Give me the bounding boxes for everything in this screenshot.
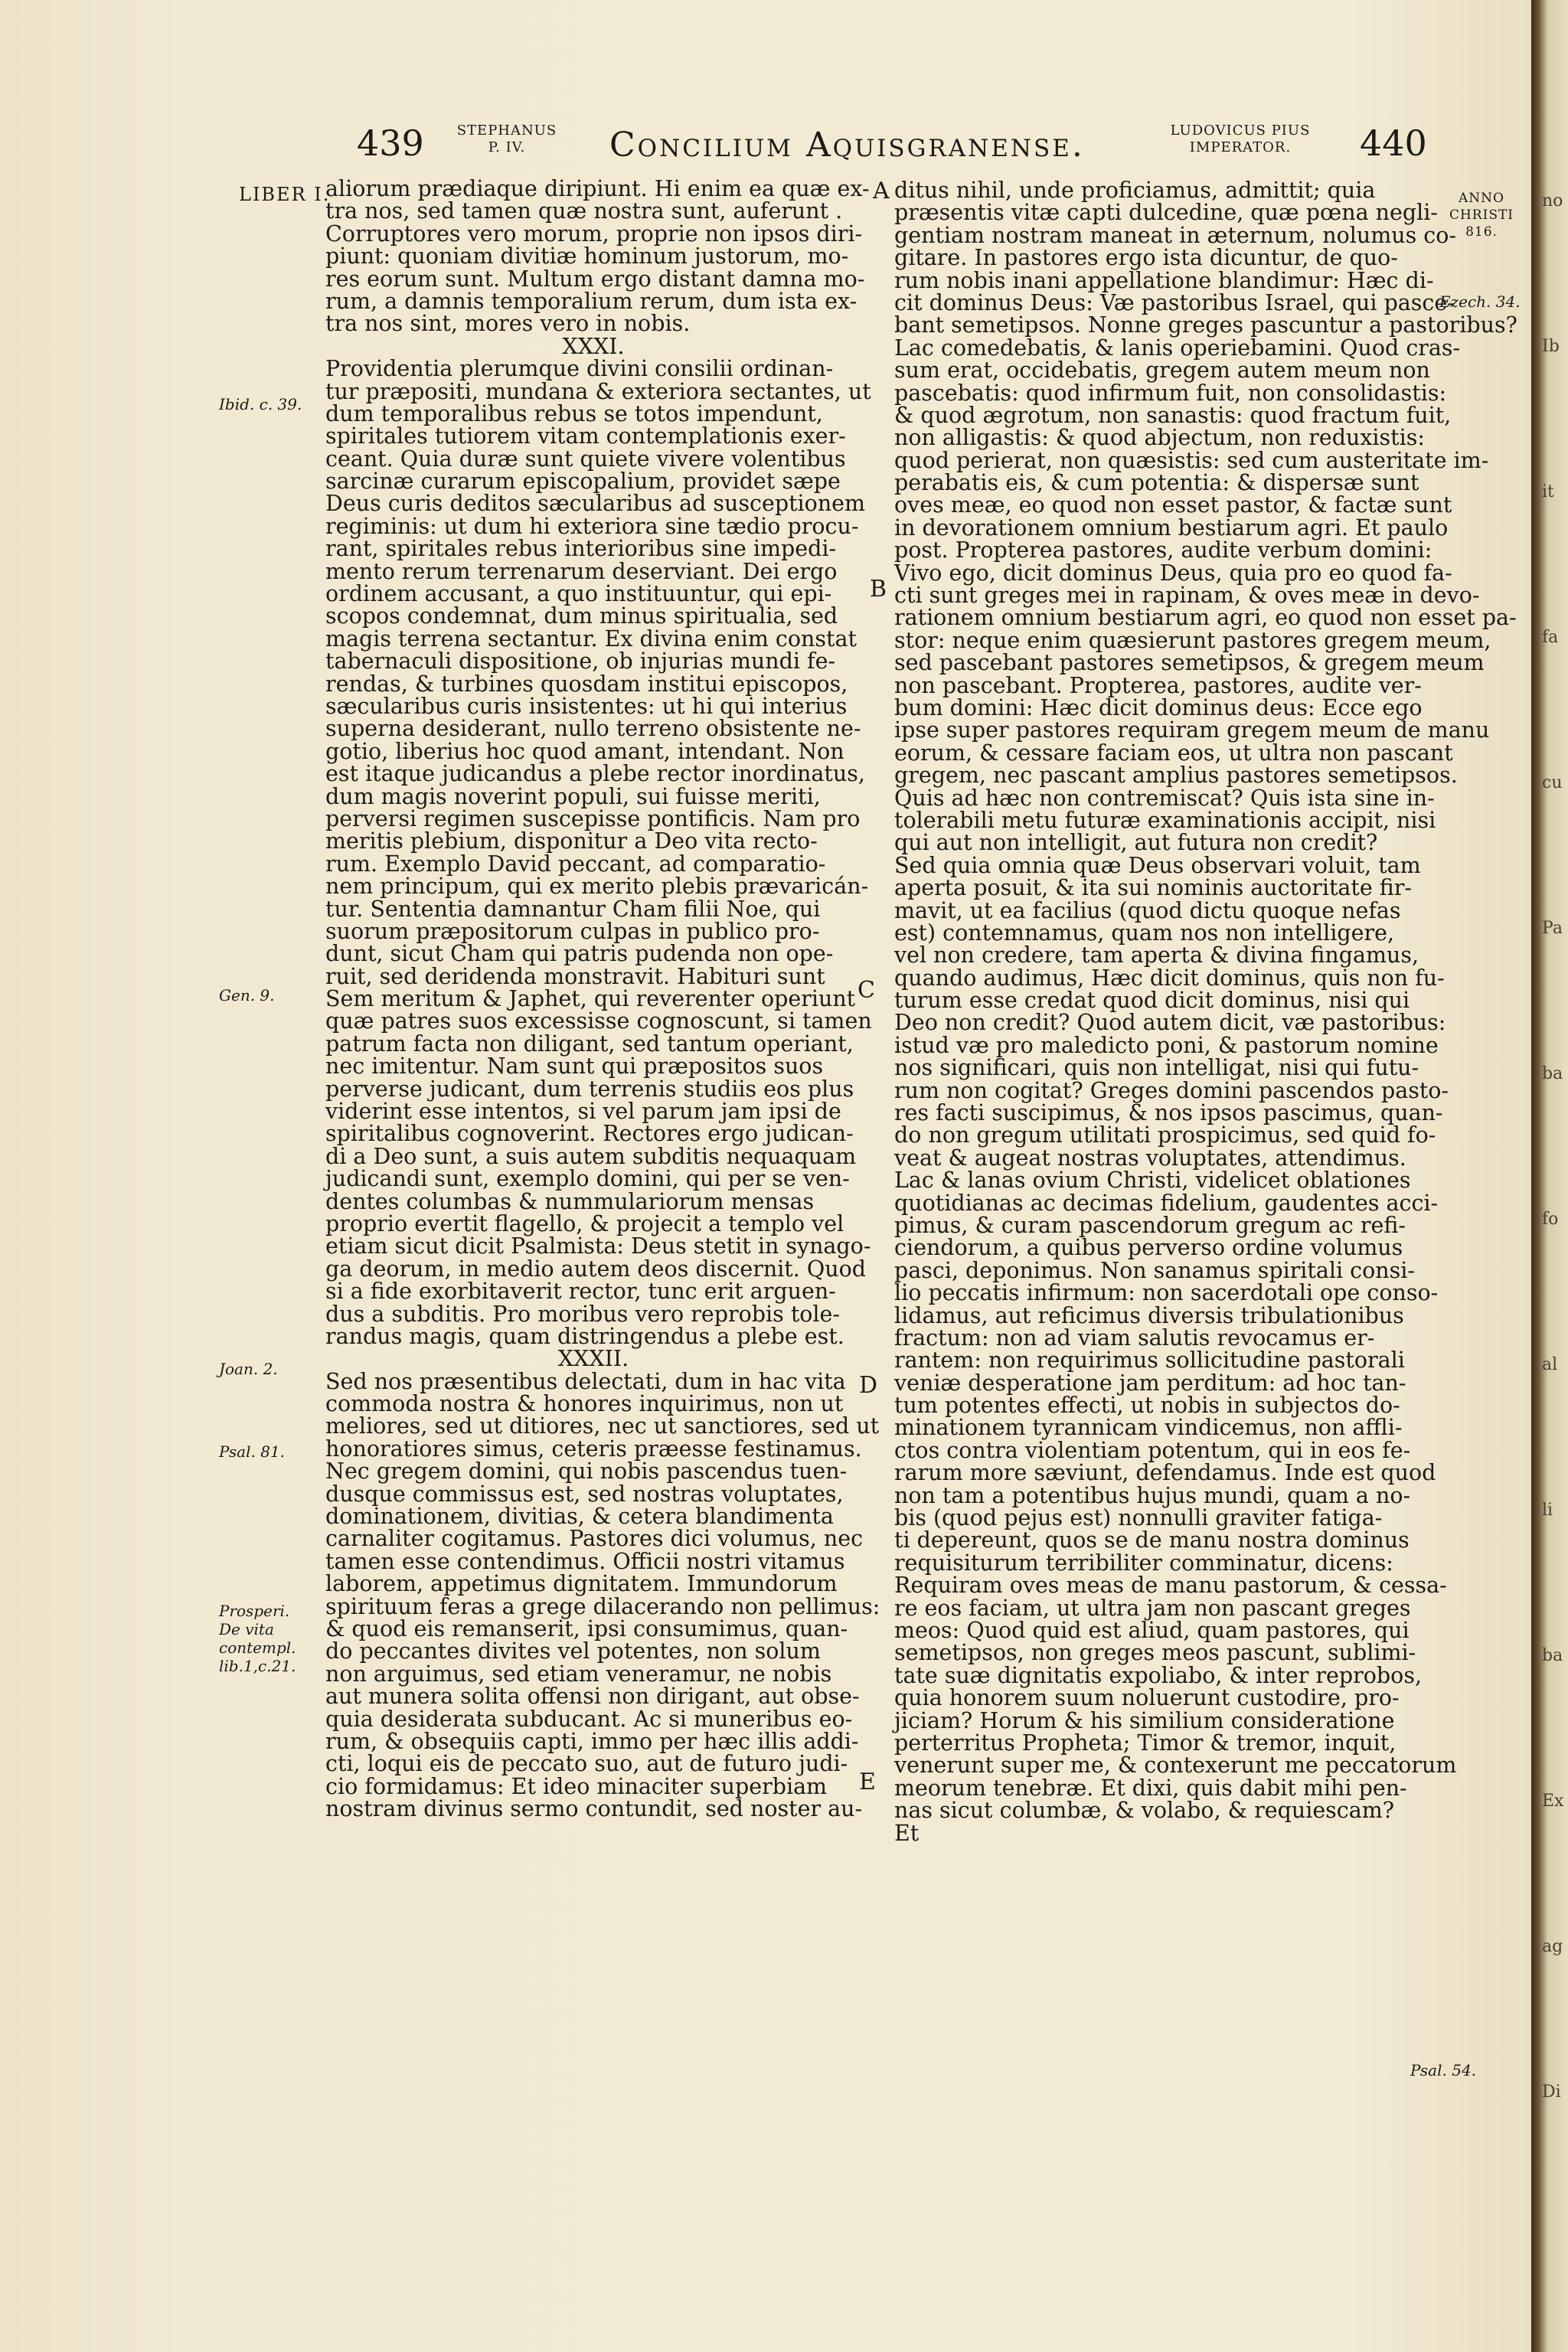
text-line: nem principum, qui ex merito plebis prævaricán- xyxy=(325,874,869,900)
text-line: dusque commissus est, sed nostras voluptates, xyxy=(325,1481,844,1507)
gutter-fragment: ba xyxy=(1542,1064,1563,1083)
text-line: mavit, ut ea facilius (quod dictu quoque nefas xyxy=(894,897,1401,923)
text-line: ceant. Quia duræ sunt quiete vivere volentibus xyxy=(325,446,846,472)
page-title: Concilium Aquisgranense. xyxy=(609,126,1085,165)
text-line: turum esse credat quod dicit dominus, nisi qui xyxy=(894,988,1410,1014)
text-line: & quod ægrotum, non sanastis: quod fractum fuit, xyxy=(894,402,1452,428)
text-line: regiminis: ut dum hi exteriora sine tædio procu- xyxy=(325,513,859,539)
text-line: ordinem accusant, a quo instituuntur, qui epi- xyxy=(325,581,832,607)
text-line: meorum tenebræ. Et dixi, quis dabit mihi pen- xyxy=(894,1775,1407,1801)
text-line: venerunt super me, & contexerunt me peccatorum xyxy=(894,1753,1457,1779)
text-line: ti depereunt, quos se de manu nostra dominus xyxy=(894,1527,1410,1553)
text-line: etiam sicut dicit Psalmista: Deus stetit in synago- xyxy=(325,1233,871,1259)
text-line: quod perierat, non quæsistis: sed cum austeritate im- xyxy=(894,447,1489,473)
text-line: perterritus Propheta; Timor & tremor, inquit, xyxy=(894,1730,1396,1756)
text-line: quia honorem suum noluerunt custodire, pro- xyxy=(894,1685,1400,1711)
text-line: spirituum feras a grege dilacerando non pellimus: xyxy=(325,1593,880,1619)
text-line: jiciam? Horum & his similium consideratione xyxy=(894,1707,1395,1733)
text-line: Vivo ego, dicit dominus Deus, quia pro eo quod fa- xyxy=(894,560,1452,586)
text-line: rarum more sæviunt, defendamus. Inde est quod xyxy=(894,1460,1436,1486)
text-line: nos significari, quis non intelligat, nisi qui futu- xyxy=(894,1055,1419,1081)
gutter-fragment: ag xyxy=(1542,1937,1563,1956)
text-line: spiritales tutiorem vitam contemplationis exer- xyxy=(325,423,846,449)
text-line: perabatis eis, & cum potentia: & dispersæ sunt xyxy=(894,470,1419,496)
margin-ref: Psal. 81. xyxy=(219,1442,286,1461)
text-line: vel non credere, tam aperta & divina fingamus, xyxy=(894,942,1419,969)
text-line: est) contemnamus, quam nos non intelligere, xyxy=(894,920,1395,946)
text-line: di a Deo sunt, a suis autem subditis nequaquam xyxy=(325,1143,857,1169)
text-line: veat & augeat nostras voluptates, attendimus. xyxy=(894,1145,1406,1171)
text-line: Lac comedebatis, & lanis operiebamini. Quod cras- xyxy=(894,335,1461,361)
running-header xyxy=(0,115,1531,168)
text-line: nec imitentur. Nam sunt qui præpositos suos xyxy=(325,1054,824,1080)
text-line: piunt: quoniam divitiæ hominum justorum, mo- xyxy=(325,243,849,270)
text-line: ga deorum, in medio autem deos discernit. Quod xyxy=(325,1256,866,1282)
text-line: in devorationem omnium bestiarum agri. Et paulo xyxy=(894,514,1449,541)
text-line: rum, a damnis temporalium rerum, dum ista ex- xyxy=(325,288,858,314)
text-line: requisiturum terribiliter comminatur, dicens: xyxy=(894,1550,1393,1576)
text-line: honoratiores simus, ceteris præesse festinamus. xyxy=(325,1436,862,1462)
margin-ref: Ezech. 34. xyxy=(1439,292,1521,311)
text-line: rendas, & turbines quosdam institui episcopos, xyxy=(325,671,848,697)
text-line: rum non cogitat? Greges domini pascendos pasto- xyxy=(894,1077,1449,1103)
text-line: lidamus, aut reficimus diversis tribulationibus xyxy=(894,1302,1404,1328)
gutter-fragment: Ex xyxy=(1542,1792,1564,1811)
gutter-fragment: ba xyxy=(1542,1646,1563,1665)
text-line: rum, & obsequiis capti, immo per hæc illis addi- xyxy=(325,1728,859,1754)
text-line: bum domini: Hæc dicit dominus deus: Ecce ego xyxy=(894,694,1423,720)
text-line: Providentia plerumque divini consilii ordinan- xyxy=(325,356,834,382)
text-line: perverse judicant, dum terrenis studiis eos plus xyxy=(325,1076,854,1102)
text-line: pascebatis: quod infirmum fuit, non consolidastis: xyxy=(894,380,1447,406)
adjacent-page-edge xyxy=(1531,0,1568,2352)
text-line: Sed nos præsentibus delectati, dum in hac vita xyxy=(325,1368,846,1394)
text-line: res facti suscipimus, & nos ipsos pascimus, quan- xyxy=(894,1100,1443,1126)
margin-ref: Gen. 9. xyxy=(219,986,275,1004)
text-line: Et xyxy=(894,1820,920,1846)
text-line: Requiram oves meas de manu pastorum, & cessa- xyxy=(894,1573,1447,1599)
text-line: dunt, sicut Cham qui patris pudenda non ope- xyxy=(325,941,834,967)
text-line: minationem tyrannicam vindicemus, non affli- xyxy=(894,1415,1403,1441)
text-line: semetipsos, non greges meos pascunt, sublimi- xyxy=(894,1640,1416,1666)
text-line: sed pascebant pastores semetipsos, & gregem meum xyxy=(894,650,1485,676)
text-line: rum. Exemplo David peccant, ad comparatio- xyxy=(325,851,826,877)
text-line: non arguimus, sed etiam veneramur, ne nobis xyxy=(325,1661,832,1687)
text-line: magis terrena sectantur. Ex divina enim constat xyxy=(325,626,857,652)
text-line: tra nos sint, mores vero in nobis. xyxy=(325,311,691,337)
text-line: eorum, & cessare faciam eos, ut ultra non pascant xyxy=(894,740,1453,766)
text-line: Quis ad hæc non contremiscat? Quis ista sine in- xyxy=(894,785,1435,811)
text-line: fractum: non ad viam salutis revocamus er- xyxy=(894,1325,1375,1351)
text-line: ctos contra violentiam potentum, qui in eos fe- xyxy=(894,1437,1411,1463)
text-line: rationem omnium bestiarum agri, eo quod non esset pa- xyxy=(894,605,1517,631)
text-line: cio formidamus: Et ideo minaciter superbiam xyxy=(325,1773,828,1799)
text-line: dus a subditis. Pro moribus vero reprobis tole- xyxy=(325,1301,841,1327)
pope-name: STEPHANUS P. IV. xyxy=(456,122,557,155)
gutter-fragment: no xyxy=(1542,191,1563,211)
text-line: aperta posuit, & ita sui nominis auctoritate fir- xyxy=(894,875,1413,901)
gutter-fragment: Ib xyxy=(1542,337,1560,356)
text-line: sarcinæ curarum episcopalium, providet sæpe xyxy=(325,469,841,495)
text-line: gotio, liberius hoc quod amant, intendant. Non xyxy=(325,738,844,764)
text-line: rant, spiritales rebus interioribus sine impedi- xyxy=(325,536,837,562)
left-text-column xyxy=(325,178,880,1821)
text-line: do non gregum utilitati prospicimus, sed quid fo- xyxy=(894,1122,1436,1148)
text-line: oves meæ, eo quod non esset pastor, & factæ sunt xyxy=(894,492,1452,518)
text-line: suorum præpositorum culpas in publico pro- xyxy=(325,918,820,944)
gutter-fragment: cu xyxy=(1542,773,1563,792)
text-line: superna desiderant, nullo terreno obsistente ne- xyxy=(325,716,861,742)
text-line: post. Propterea pastores, audite verbum domini: xyxy=(894,537,1432,564)
text-line: dentes columbas & nummulariorum mensas xyxy=(325,1188,815,1214)
text-line: dominationem, divitias, & cetera blandimenta xyxy=(325,1504,834,1530)
text-line: perversi regimen suscepisse pontificis. Nam pro xyxy=(325,805,861,831)
text-line: dum magis noverint populi, sui fuisse meriti, xyxy=(325,783,821,809)
text-line: si a fide exorbitaverit rector, tunc erit arguen- xyxy=(325,1279,836,1305)
text-line: rum nobis inani appellatione blandimur: Hæc di- xyxy=(894,267,1434,293)
text-line: Lac & lanas ovium Christi, videlicet oblationes xyxy=(894,1168,1411,1194)
text-line: bis (quod pejus est) nonnulli graviter fatiga- xyxy=(894,1505,1383,1531)
text-line: non pascebant. Propterea, pastores, audite ver- xyxy=(894,672,1422,698)
text-line: lio peccatis infirmum: non sacerdotali ope conso- xyxy=(894,1280,1439,1306)
text-line: rantem: non requirimus sollicitudine pastorali xyxy=(894,1348,1405,1374)
text-line: randus magis, quam distringendus a plebe est. xyxy=(325,1323,844,1349)
gutter-fragment: Pa xyxy=(1542,919,1563,938)
section-letter: A xyxy=(873,178,890,204)
text-line: Corruptores vero morum, proprie non ipsos diri- xyxy=(325,220,863,247)
text-line: cti sunt greges mei in rapinam, & oves meæ in devo- xyxy=(894,583,1480,609)
gutter-fragment: Di xyxy=(1542,2082,1561,2102)
text-line: cti, loqui eis de peccato suo, aut de futuro judi- xyxy=(325,1751,848,1777)
gutter-fragment: fo xyxy=(1542,1210,1559,1229)
text-line: quæ patres suos excessisse cognoscunt, si tamen xyxy=(325,1008,872,1034)
text-line: tamen esse contendimus. Officii nostri vitamus xyxy=(325,1548,845,1574)
text-line: commoda nostra & honores inquirimus, non ut xyxy=(325,1391,844,1417)
margin-ref: Joan. 2. xyxy=(219,1360,278,1378)
text-line: quando audimus, Hæc dicit dominus, quis non fu- xyxy=(894,965,1445,991)
text-line: nas sicut columbæ, & volabo, & requiescam? xyxy=(894,1798,1395,1824)
margin-ref-prosper: Prosperi. De vita contempl. lib.1,c.21. xyxy=(219,1602,296,1675)
text-line: non tam a potentibus hujus mundi, quam a no- xyxy=(894,1482,1411,1508)
text-line: cit dominus Deus: Væ pastoribus Israel, qui pasce- xyxy=(894,289,1455,315)
text-line: tolerabili metu futuræ examinationis accipit, nisi xyxy=(894,807,1436,833)
gutter-fragment: al xyxy=(1542,1355,1558,1374)
text-line: tur præpositi, mundana & exteriora sectantes, ut xyxy=(325,378,871,404)
text-line: spiritalibus cognoverint. Rectores ergo judican- xyxy=(325,1121,854,1147)
text-line: non alligastis: & quod abjectum, non reduxistis: xyxy=(894,425,1425,451)
text-line: est itaque judicandus a plebe rector inordinatus, xyxy=(325,761,865,787)
text-line: meritis plebium, disponitur a Deo vita recto- xyxy=(325,828,818,854)
gutter-fragment: fa xyxy=(1542,628,1559,647)
text-line: pimus, & curam pascendorum gregum ac refi- xyxy=(894,1212,1406,1238)
chapter-heading: XXXII. xyxy=(557,1346,629,1372)
text-line: meliores, sed ut ditiores, nec ut sanctiores, sed ut xyxy=(325,1413,880,1439)
text-line: sum erat, occidebatis, gregem autem meum non xyxy=(894,358,1430,384)
text-line: tum potentes effecti, ut nobis in subjectos do- xyxy=(894,1393,1400,1419)
year-note: ANNO CHRISTI 816. xyxy=(1449,191,1514,240)
text-line: patrum facta non diligant, sed tantum operiant, xyxy=(325,1031,854,1057)
text-line: dum temporalibus rebus se totos impendunt, xyxy=(325,400,823,426)
text-line: Nec gregem domini, qui nobis pascendus tuen- xyxy=(325,1459,848,1485)
text-line: gregem, nec pascant amplius pastores semetipsos. xyxy=(894,763,1458,789)
gutter-fragment: li xyxy=(1542,1501,1553,1520)
text-line: præsentis vitæ capti dulcedine, quæ pœna negli- xyxy=(894,200,1438,226)
text-line: istud væ pro maledicto poni, & pastorum nomine xyxy=(894,1032,1439,1058)
text-line: quotidianas ac decimas fidelium, gaudentes acci- xyxy=(894,1190,1439,1216)
text-line: & quod eis remanserit, ipsi consumimus, quan- xyxy=(325,1616,848,1642)
page-number-right: 440 xyxy=(1360,122,1427,164)
text-line: ipse super pastores requiram gregem meum de manu xyxy=(894,717,1490,743)
text-line: carnaliter cogitamus. Pastores dici volumus, nec xyxy=(325,1526,864,1552)
text-line: Deus curis deditos sæcularibus ad susceptionem xyxy=(325,491,866,517)
section-letter: C xyxy=(858,977,875,1004)
text-line: qui aut non intelligit, aut futura non credit? xyxy=(894,830,1378,856)
text-line: laborem, appetimus dignitatem. Immundorum xyxy=(325,1571,838,1597)
text-line: tra nos, sed tamen quæ nostra sunt, auferunt . xyxy=(325,198,843,224)
book-label: LIBER I. xyxy=(239,184,331,205)
text-line: gitare. In pastores ergo ista dicuntur, de quo- xyxy=(894,245,1398,271)
text-line: quia desiderata subducant. Ac si muneribus eo- xyxy=(325,1706,853,1732)
text-line: ruit, sed deridenda monstravit. Habituri sunt xyxy=(325,963,825,989)
text-line: mento rerum terrenarum deserviant. Dei ergo xyxy=(325,558,838,584)
text-line: tur. Sententia damnantur Cham filii Noe, qui xyxy=(325,896,821,922)
text-line: res eorum sunt. Multum ergo distant damna mo- xyxy=(325,266,865,292)
margin-ref: Psal. 54. xyxy=(1410,2061,1477,2079)
text-line: tabernaculi dispositione, ob injurias mundi fe- xyxy=(325,648,836,675)
chapter-heading: XXXI. xyxy=(562,333,625,359)
text-line: Deo non credit? Quod autem dicit, væ pastoribus: xyxy=(894,1010,1446,1036)
text-line: Sed quia omnia quæ Deus observari voluit, tam xyxy=(894,852,1421,878)
section-letter: D xyxy=(859,1372,878,1399)
text-line: pasci, deponimus. Non sanamus spiritali consi- xyxy=(894,1257,1416,1283)
section-letter: B xyxy=(870,576,887,603)
text-line: ciendorum, a quibus perverso ordine volumus xyxy=(894,1235,1403,1261)
text-line: do peccantes divites vel potentes, non solum xyxy=(325,1638,821,1664)
gutter-fragment: it xyxy=(1542,482,1554,501)
text-line: re eos faciam, ut ultra jam non pascant greges xyxy=(894,1595,1411,1621)
text-line: tate suæ dignitatis expoliabo, & inter reprobos, xyxy=(894,1662,1423,1688)
text-line: veniæ desperatione jam perditum: ad hoc tan- xyxy=(894,1370,1406,1396)
text-line: Sem meritum & Japhet, qui reverenter operiunt xyxy=(325,986,856,1012)
text-line: bant semetipsos. Nonne greges pascuntur a pastoribus? xyxy=(894,312,1517,338)
text-line: ditus nihil, unde proficiamus, admittit; quia xyxy=(894,178,1376,203)
right-text-column xyxy=(894,179,1517,1844)
text-line: aliorum prædiaque diripiunt. Hi enim ea quæ ex- xyxy=(325,176,870,201)
text-line: scopos condemnat, dum minus spiritualia, sed xyxy=(325,603,838,629)
text-line: stor: neque enim quæsierunt pastores gregem meum, xyxy=(894,627,1491,653)
text-line: sæcularibus curis insistentes: ut hi qui interius xyxy=(325,693,848,719)
text-line: aut munera solita offensi non dirigant, aut obse- xyxy=(325,1684,860,1710)
text-line: nostram divinus sermo contundit, sed noster au- xyxy=(325,1796,863,1822)
text-line: proprio evertit flagello, & projecit a templo vel xyxy=(325,1210,844,1236)
page-number-left: 439 xyxy=(357,122,424,164)
text-line: judicandi sunt, exemplo domini, qui per se ven- xyxy=(325,1166,850,1192)
margin-ref: Ibid. c. 39. xyxy=(219,395,302,413)
text-line: gentiam nostram maneat in æternum, nolumus co- xyxy=(894,222,1457,248)
text-line: viderint esse intentos, si vel parum jam ipsi de xyxy=(325,1099,841,1125)
text-line: meos: Quod quid est aliud, quam pastores, qui xyxy=(894,1618,1410,1643)
emperor-name: LUDOVICUS PIUS IMPERATOR. xyxy=(1170,122,1311,155)
section-letter: E xyxy=(859,1769,876,1795)
